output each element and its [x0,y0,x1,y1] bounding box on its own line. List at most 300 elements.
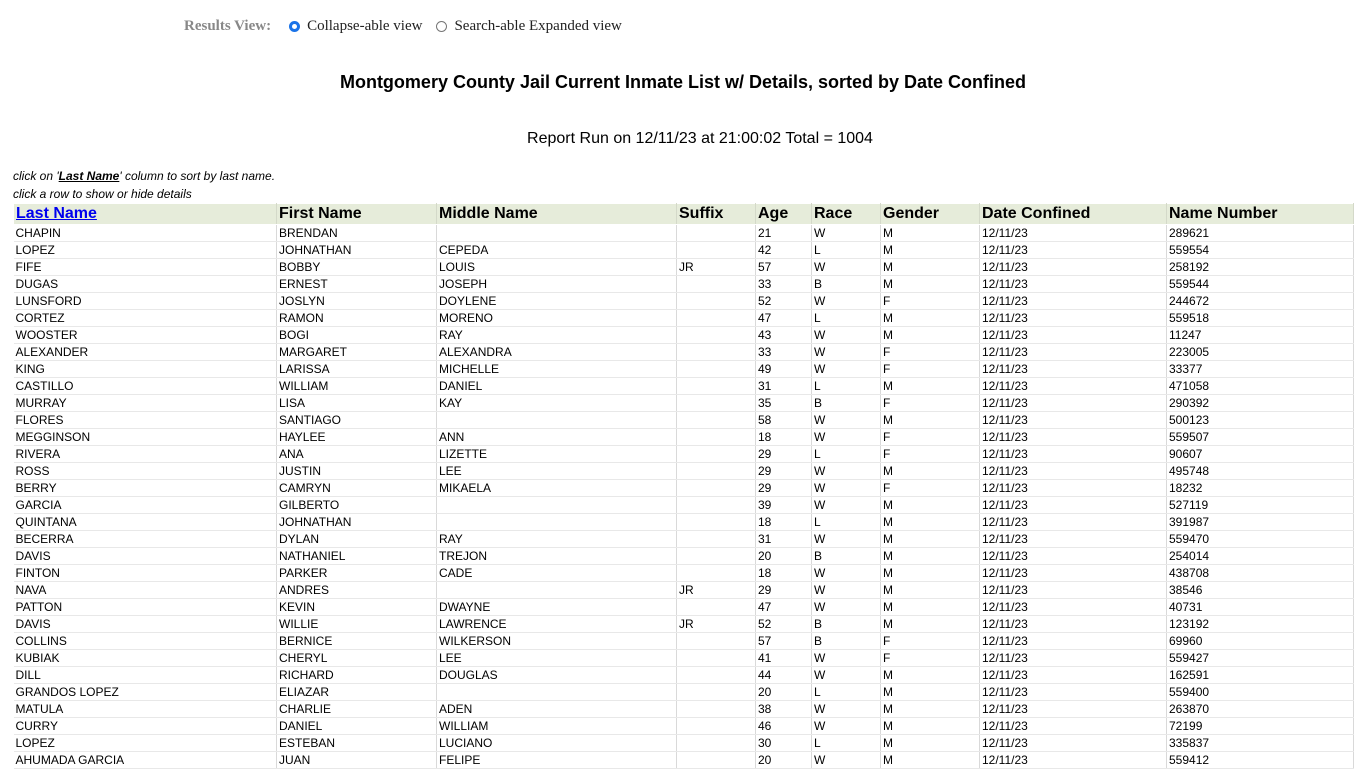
cell-name-number: 471058 [1167,378,1354,395]
cell-suffix [677,480,756,497]
table-row[interactable] [14,718,1354,735]
cell-gender: M [881,718,980,735]
cell-name-number: 559507 [1167,429,1354,446]
cell-suffix [677,429,756,446]
cell-race: W [812,718,881,735]
cell-suffix [677,293,756,310]
cell-age: 41 [756,650,812,667]
cell-first-name: ESTEBAN [277,735,437,752]
cell-gender: M [881,565,980,582]
cell-first-name: MARGARET [277,344,437,361]
table-row[interactable] [14,548,1354,565]
header-middle-name: Middle Name [437,204,677,225]
cell-name-number: 559518 [1167,310,1354,327]
table-row[interactable] [14,735,1354,752]
cell-gender: F [881,293,980,310]
cell-race: B [812,616,881,633]
cell-suffix [677,531,756,548]
table-row[interactable] [14,361,1354,378]
cell-middle-name: KAY [437,395,677,412]
cell-gender: M [881,327,980,344]
cell-first-name: GILBERTO [277,497,437,514]
cell-date-confined: 12/11/23 [980,548,1167,565]
table-row[interactable] [14,429,1354,446]
cell-suffix [677,344,756,361]
cell-date-confined: 12/11/23 [980,701,1167,718]
cell-race: L [812,446,881,463]
cell-suffix [677,735,756,752]
cell-suffix [677,633,756,650]
cell-last-name: WOOSTER [14,327,277,344]
report-run-info: Report Run on 12/11/23 at 21:00:02 Total = 1004 [527,130,873,147]
cell-suffix: JR [677,259,756,276]
expanded-view-radio[interactable] [436,21,447,32]
cell-middle-name: ADEN [437,701,677,718]
cell-first-name: RICHARD [277,667,437,684]
cell-name-number: 559427 [1167,650,1354,667]
table-row[interactable] [14,667,1354,684]
table-row[interactable] [14,276,1354,293]
sort-hint-column: Last Name [58,169,120,183]
cell-last-name: GARCIA [14,497,277,514]
cell-age: 29 [756,582,812,599]
cell-gender: M [881,667,980,684]
cell-suffix [677,667,756,684]
cell-race: W [812,225,881,242]
cell-middle-name: TREJON [437,548,677,565]
cell-last-name: CHAPIN [14,225,277,242]
cell-first-name: PARKER [277,565,437,582]
cell-age: 58 [756,412,812,429]
cell-first-name: BRENDAN [277,225,437,242]
cell-date-confined: 12/11/23 [980,225,1167,242]
cell-race: W [812,599,881,616]
cell-suffix: JR [677,582,756,599]
cell-age: 29 [756,463,812,480]
cell-first-name: ERNEST [277,276,437,293]
table-row[interactable] [14,395,1354,412]
cell-middle-name: DWAYNE [437,599,677,616]
cell-name-number: 18232 [1167,480,1354,497]
cell-date-confined: 12/11/23 [980,276,1167,293]
cell-first-name: WILLIAM [277,378,437,395]
table-row[interactable] [14,701,1354,718]
collapse-view-radio[interactable] [289,21,300,32]
sort-hint-suffix: ' column to sort by last name. [119,169,276,183]
cell-gender: M [881,531,980,548]
cell-name-number: 11247 [1167,327,1354,344]
cell-name-number: 90607 [1167,446,1354,463]
table-row[interactable] [14,497,1354,514]
cell-middle-name: RAY [437,531,677,548]
cell-suffix [677,463,756,480]
cell-name-number: 290392 [1167,395,1354,412]
cell-gender: F [881,633,980,650]
cell-middle-name: ALEXANDRA [437,344,677,361]
cell-age: 29 [756,446,812,463]
cell-race: W [812,429,881,446]
cell-race: W [812,480,881,497]
cell-gender: M [881,463,980,480]
cell-name-number: 123192 [1167,616,1354,633]
results-view-selector [184,16,636,36]
cell-race: W [812,650,881,667]
cell-suffix [677,514,756,531]
cell-gender: M [881,701,980,718]
cell-first-name: JUAN [277,752,437,769]
cell-race: W [812,531,881,548]
cell-name-number: 559554 [1167,242,1354,259]
table-row[interactable] [14,599,1354,616]
cell-age: 33 [756,344,812,361]
cell-suffix [677,361,756,378]
cell-age: 38 [756,701,812,718]
cell-gender: M [881,514,980,531]
cell-middle-name: DANIEL [437,378,677,395]
cell-gender: F [881,429,980,446]
cell-first-name: JUSTIN [277,463,437,480]
cell-name-number: 495748 [1167,463,1354,480]
cell-race: L [812,310,881,327]
cell-age: 57 [756,259,812,276]
header-age: Age [756,204,812,225]
cell-last-name: BECERRA [14,531,277,548]
cell-last-name: CURRY [14,718,277,735]
cell-age: 20 [756,752,812,769]
cell-name-number: 559412 [1167,752,1354,769]
cell-last-name: DAVIS [14,548,277,565]
cell-age: 18 [756,429,812,446]
cell-race: W [812,752,881,769]
cell-race: B [812,633,881,650]
cell-gender: M [881,497,980,514]
cell-name-number: 40731 [1167,599,1354,616]
cell-middle-name: DOYLENE [437,293,677,310]
cell-gender: M [881,242,980,259]
cell-race: W [812,412,881,429]
cell-name-number: 254014 [1167,548,1354,565]
cell-gender: M [881,259,980,276]
table-row[interactable] [14,412,1354,429]
cell-middle-name: LIZETTE [437,446,677,463]
cell-first-name: JOHNATHAN [277,514,437,531]
cell-middle-name [437,514,677,531]
cell-date-confined: 12/11/23 [980,412,1167,429]
table-row[interactable] [14,259,1354,276]
cell-age: 43 [756,327,812,344]
cell-name-number: 69960 [1167,633,1354,650]
cell-last-name: LOPEZ [14,242,277,259]
header-name-number: Name Number [1167,204,1354,225]
cell-gender: M [881,616,980,633]
cell-last-name: FLORES [14,412,277,429]
cell-race: W [812,667,881,684]
cell-last-name: CASTILLO [14,378,277,395]
table-row[interactable] [14,293,1354,310]
cell-suffix [677,378,756,395]
cell-middle-name: MORENO [437,310,677,327]
cell-suffix [677,395,756,412]
cell-suffix [677,412,756,429]
cell-last-name: PATTON [14,599,277,616]
table-row[interactable] [14,582,1354,599]
cell-first-name: RAMON [277,310,437,327]
cell-date-confined: 12/11/23 [980,514,1167,531]
cell-middle-name: ANN [437,429,677,446]
cell-gender: F [881,650,980,667]
cell-date-confined: 12/11/23 [980,531,1167,548]
cell-suffix [677,684,756,701]
cell-first-name: ANDRES [277,582,437,599]
cell-name-number: 244672 [1167,293,1354,310]
cell-age: 31 [756,378,812,395]
cell-suffix [677,565,756,582]
cell-age: 49 [756,361,812,378]
cell-age: 35 [756,395,812,412]
cell-gender: M [881,735,980,752]
collapse-view-option[interactable] [289,18,422,35]
cell-middle-name: JOSEPH [437,276,677,293]
cell-race: W [812,582,881,599]
cell-last-name: AHUMADA GARCIA [14,752,277,769]
cell-last-name: MEGGINSON [14,429,277,446]
cell-age: 52 [756,616,812,633]
cell-suffix [677,599,756,616]
cell-name-number: 263870 [1167,701,1354,718]
cell-middle-name: DOUGLAS [437,667,677,684]
collapse-view-label[interactable]: Collapse-able view [307,17,423,34]
table-row[interactable] [14,225,1354,242]
cell-date-confined: 12/11/23 [980,735,1167,752]
cell-age: 29 [756,480,812,497]
header-date-confined: Date Confined [980,204,1167,225]
cell-date-confined: 12/11/23 [980,463,1167,480]
header-last-name[interactable] [14,204,277,225]
cell-first-name: NATHANIEL [277,548,437,565]
cell-middle-name [437,684,677,701]
cell-age: 42 [756,242,812,259]
cell-suffix [677,497,756,514]
cell-name-number: 72199 [1167,718,1354,735]
inmate-table [13,203,1354,769]
cell-last-name: DAVIS [14,616,277,633]
cell-race: L [812,735,881,752]
cell-gender: M [881,225,980,242]
cell-last-name: GRANDOS LOPEZ [14,684,277,701]
cell-age: 21 [756,225,812,242]
cell-last-name: KUBIAK [14,650,277,667]
cell-first-name: JOHNATHAN [277,242,437,259]
cell-date-confined: 12/11/23 [980,242,1167,259]
cell-name-number: 223005 [1167,344,1354,361]
cell-name-number: 500123 [1167,412,1354,429]
cell-race: L [812,378,881,395]
cell-date-confined: 12/11/23 [980,599,1167,616]
expanded-view-label[interactable]: Search-able Expanded view [454,17,622,34]
cell-middle-name: FELIPE [437,752,677,769]
table-row[interactable] [14,684,1354,701]
header-race: Race [812,204,881,225]
cell-suffix [677,446,756,463]
cell-date-confined: 12/11/23 [980,565,1167,582]
cell-age: 46 [756,718,812,735]
cell-suffix [677,752,756,769]
cell-race: L [812,684,881,701]
cell-middle-name: WILKERSON [437,633,677,650]
cell-name-number: 559400 [1167,684,1354,701]
cell-last-name: CORTEZ [14,310,277,327]
cell-date-confined: 12/11/23 [980,480,1167,497]
cell-date-confined: 12/11/23 [980,429,1167,446]
cell-race: W [812,463,881,480]
table-row[interactable] [14,446,1354,463]
cell-suffix [677,225,756,242]
cell-middle-name [437,497,677,514]
cell-date-confined: 12/11/23 [980,344,1167,361]
cell-date-confined: 12/11/23 [980,259,1167,276]
cell-first-name: KEVIN [277,599,437,616]
cell-name-number: 162591 [1167,667,1354,684]
cell-date-confined: 12/11/23 [980,718,1167,735]
cell-race: W [812,497,881,514]
cell-name-number: 289621 [1167,225,1354,242]
header-suffix: Suffix [677,204,756,225]
cell-last-name: BERRY [14,480,277,497]
table-row[interactable] [14,327,1354,344]
cell-suffix [677,327,756,344]
cell-last-name: DUGAS [14,276,277,293]
cell-race: B [812,276,881,293]
table-row[interactable] [14,310,1354,327]
table-row[interactable] [14,514,1354,531]
cell-name-number: 527119 [1167,497,1354,514]
cell-middle-name: CADE [437,565,677,582]
cell-gender: M [881,599,980,616]
cell-gender: M [881,310,980,327]
table-row[interactable] [14,565,1354,582]
table-row[interactable] [14,531,1354,548]
cell-name-number: 258192 [1167,259,1354,276]
table-row[interactable] [14,242,1354,259]
sort-last-name-link[interactable]: Last Name [16,205,97,222]
cell-gender: M [881,378,980,395]
cell-date-confined: 12/11/23 [980,327,1167,344]
cell-gender: M [881,412,980,429]
cell-date-confined: 12/11/23 [980,497,1167,514]
cell-race: L [812,514,881,531]
cell-first-name: LARISSA [277,361,437,378]
cell-middle-name: CEPEDA [437,242,677,259]
cell-first-name: ANA [277,446,437,463]
cell-first-name: BOBBY [277,259,437,276]
cell-last-name: LUNSFORD [14,293,277,310]
expanded-view-option[interactable] [436,18,621,35]
cell-middle-name: LEE [437,650,677,667]
cell-age: 30 [756,735,812,752]
cell-first-name: DYLAN [277,531,437,548]
table-row[interactable] [14,463,1354,480]
cell-last-name: LOPEZ [14,735,277,752]
cell-age: 52 [756,293,812,310]
cell-gender: M [881,684,980,701]
header-gender: Gender [881,204,980,225]
page-title: Montgomery County Jail Current Inmate List w/ Details, sorted by Date Confined [339,72,1027,92]
cell-suffix [677,276,756,293]
cell-age: 20 [756,684,812,701]
cell-race: L [812,242,881,259]
cell-name-number: 559544 [1167,276,1354,293]
cell-middle-name [437,582,677,599]
table-row[interactable] [14,752,1354,769]
results-view-label: Results View: [184,17,272,34]
header-first-name: First Name [277,204,437,225]
cell-middle-name: LUCIANO [437,735,677,752]
cell-race: W [812,293,881,310]
sort-hint [13,169,275,183]
cell-middle-name: LEE [437,463,677,480]
cell-gender: F [881,446,980,463]
cell-first-name: CAMRYN [277,480,437,497]
cell-gender: M [881,548,980,565]
cell-age: 47 [756,599,812,616]
cell-date-confined: 12/11/23 [980,633,1167,650]
cell-name-number: 335837 [1167,735,1354,752]
cell-age: 39 [756,497,812,514]
cell-first-name: SANTIAGO [277,412,437,429]
cell-last-name: ROSS [14,463,277,480]
cell-age: 18 [756,565,812,582]
cell-gender: F [881,344,980,361]
cell-suffix [677,242,756,259]
cell-race: W [812,344,881,361]
cell-last-name: QUINTANA [14,514,277,531]
cell-first-name: BOGI [277,327,437,344]
table-row[interactable] [14,344,1354,361]
cell-gender: M [881,752,980,769]
cell-suffix [677,650,756,667]
table-row[interactable] [14,378,1354,395]
cell-age: 47 [756,310,812,327]
cell-gender: F [881,395,980,412]
cell-last-name: MURRAY [14,395,277,412]
cell-race: B [812,548,881,565]
table-row[interactable] [14,633,1354,650]
cell-race: W [812,565,881,582]
cell-date-confined: 12/11/23 [980,310,1167,327]
cell-first-name: CHARLIE [277,701,437,718]
cell-age: 20 [756,548,812,565]
cell-date-confined: 12/11/23 [980,667,1167,684]
cell-middle-name: LOUIS [437,259,677,276]
cell-date-confined: 12/11/23 [980,650,1167,667]
table-row[interactable] [14,480,1354,497]
cell-last-name: RIVERA [14,446,277,463]
cell-first-name: HAYLEE [277,429,437,446]
cell-first-name: DANIEL [277,718,437,735]
table-row[interactable] [14,650,1354,667]
cell-name-number: 33377 [1167,361,1354,378]
cell-middle-name: MICHELLE [437,361,677,378]
cell-name-number: 438708 [1167,565,1354,582]
cell-first-name: LISA [277,395,437,412]
cell-suffix [677,718,756,735]
cell-last-name: DILL [14,667,277,684]
table-row[interactable] [14,616,1354,633]
cell-last-name: FINTON [14,565,277,582]
table-header-row [14,204,1354,225]
cell-date-confined: 12/11/23 [980,293,1167,310]
cell-middle-name: LAWRENCE [437,616,677,633]
